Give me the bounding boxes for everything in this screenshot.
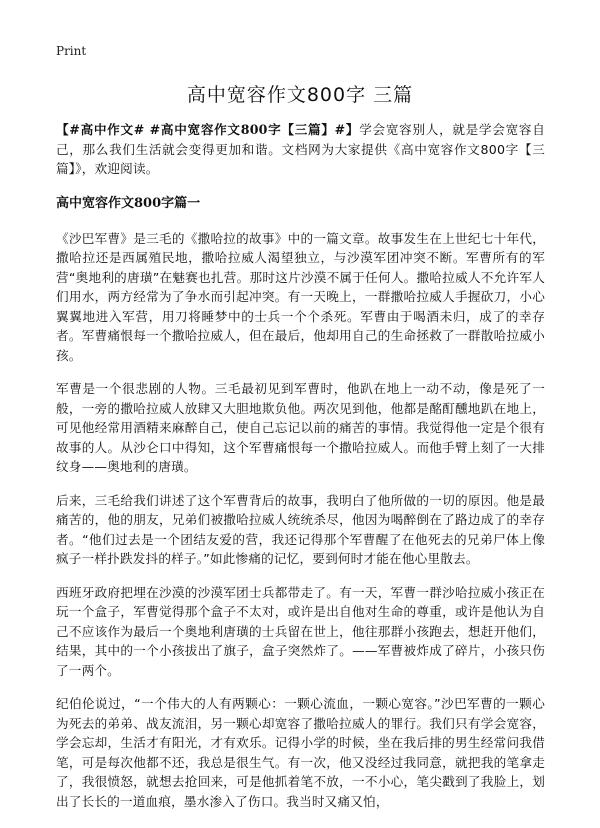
document-body [56,120,545,825]
body-paragraph-3: 后来，三毛给我们讲述了这个军曹背后的故事，我明白了他所做的一切的原因。他是最痛苦的，他的朋友，兄弟们被撒哈拉威人统统杀尽，他因为喝醉倒在了路边成了的幸存者。“他们过去是一个团结友爱的营，我还记得那个军曹醒了在他死去的兄弟尸体上像疯子一样扑跌发抖的样子。”如此惨痛的记忆，要到何时才能在他心里散去。 [56,492,545,566]
body-paragraph-4: 西班牙政府把埋在沙漠的沙漠军团士兵都带走了。有一天，军曹一群沙哈拉威小孩正在玩一个盒子，军曹觉得那个盒子不太对，或许是出自他对生命的尊重，或许是他认为自己不应该作为最后一个奥地利唐璜的士兵留在世上，他往那群小孩跑去，想赶开他们，结果，其中的一个小孩拔出了旗子，盒子突然炸了。——军曹被炸成了碎片，小孩只伤了一两个。 [56,584,545,678]
body-paragraph-2: 军曹是一个很悲剧的人物。三毛最初见到军曹时，他趴在地上一动不动，像是死了一般，一旁的撒哈拉威人放肆又大胆地欺负他。两次见到他，他都是酩酊醺地趴在地上，可见他经常用酒精来麻醉自己，使自己忘记以前的痛苦的事情。我觉得他一定是个很有故事的人。从沙仑口中得知，这个军曹痛恨每一个撒哈拉威人。而他手臂上刻了一大排纹身——奥地利的唐璜。 [56,381,545,474]
body-paragraph-5: 纪伯伦说过，“一个伟大的人有两颗心：一颗心流血，一颗心宽容。”沙巴军曹的一颗心为死去的弟弟、战友流泪，另一颗心却宽容了撒哈拉威人的罪行。我们只有学会宽容，学会忘却，生活才有阳光，才有欢乐。记得小学的时候，坐在我后排的男生经常问我借笔，可是每次他都不还，我总是很生气。有一次，他又没经过我同意，就把我的笔拿走了，我很愤怒，就想去抢回来，可是他抓着笔不放，一不小心，笔尖戳到了我脸上，划出了长长的一道血痕，墨水渗入了伤口。我当时又痛又怕， [56,696,545,809]
print-label[interactable]: Print [56,44,87,58]
intro-paragraph [56,120,545,179]
section-heading: 高中宽容作文800字篇一 [56,195,201,211]
intro-text: 学会宽容别人，就是学会宽容自己，那么我们生活就会变得更加和谐。文档网为大家提供《高中宽容作文800字【三篇】》，欢迎阅读。 [56,122,545,176]
document-title: 高中宽容作文800字 三篇 [186,84,414,106]
intro-tags: 【#高中作文# #高中宽容作文800字【三篇】#】 [56,122,360,137]
body-paragraph-1: 《沙巴军曹》是三毛的《撒哈拉的故事》中的一篇文章。故事发生在上世纪七十年代，撒哈拉还是西属殖民地，撒哈拉威人渴望独立，与沙漠军团冲突不断。军曹所有的军营“奥地利的唐璜”在魅赛也扎营。那时这片沙漠不属于任何人。撒哈拉威人不允许军人们用水，两方经常为了争水而引起冲突。有一天晚上，一群撒哈拉威人手握砍刀，小心翼翼地进入军营，用刀将睡梦中的士兵一个个杀死。军曹由于喝酒未归，成了的幸存者。军曹痛恨每一个撒哈拉威人，但在最后，他却用自己的生命拯救了一群散哈拉威小孩。 [56,230,545,363]
